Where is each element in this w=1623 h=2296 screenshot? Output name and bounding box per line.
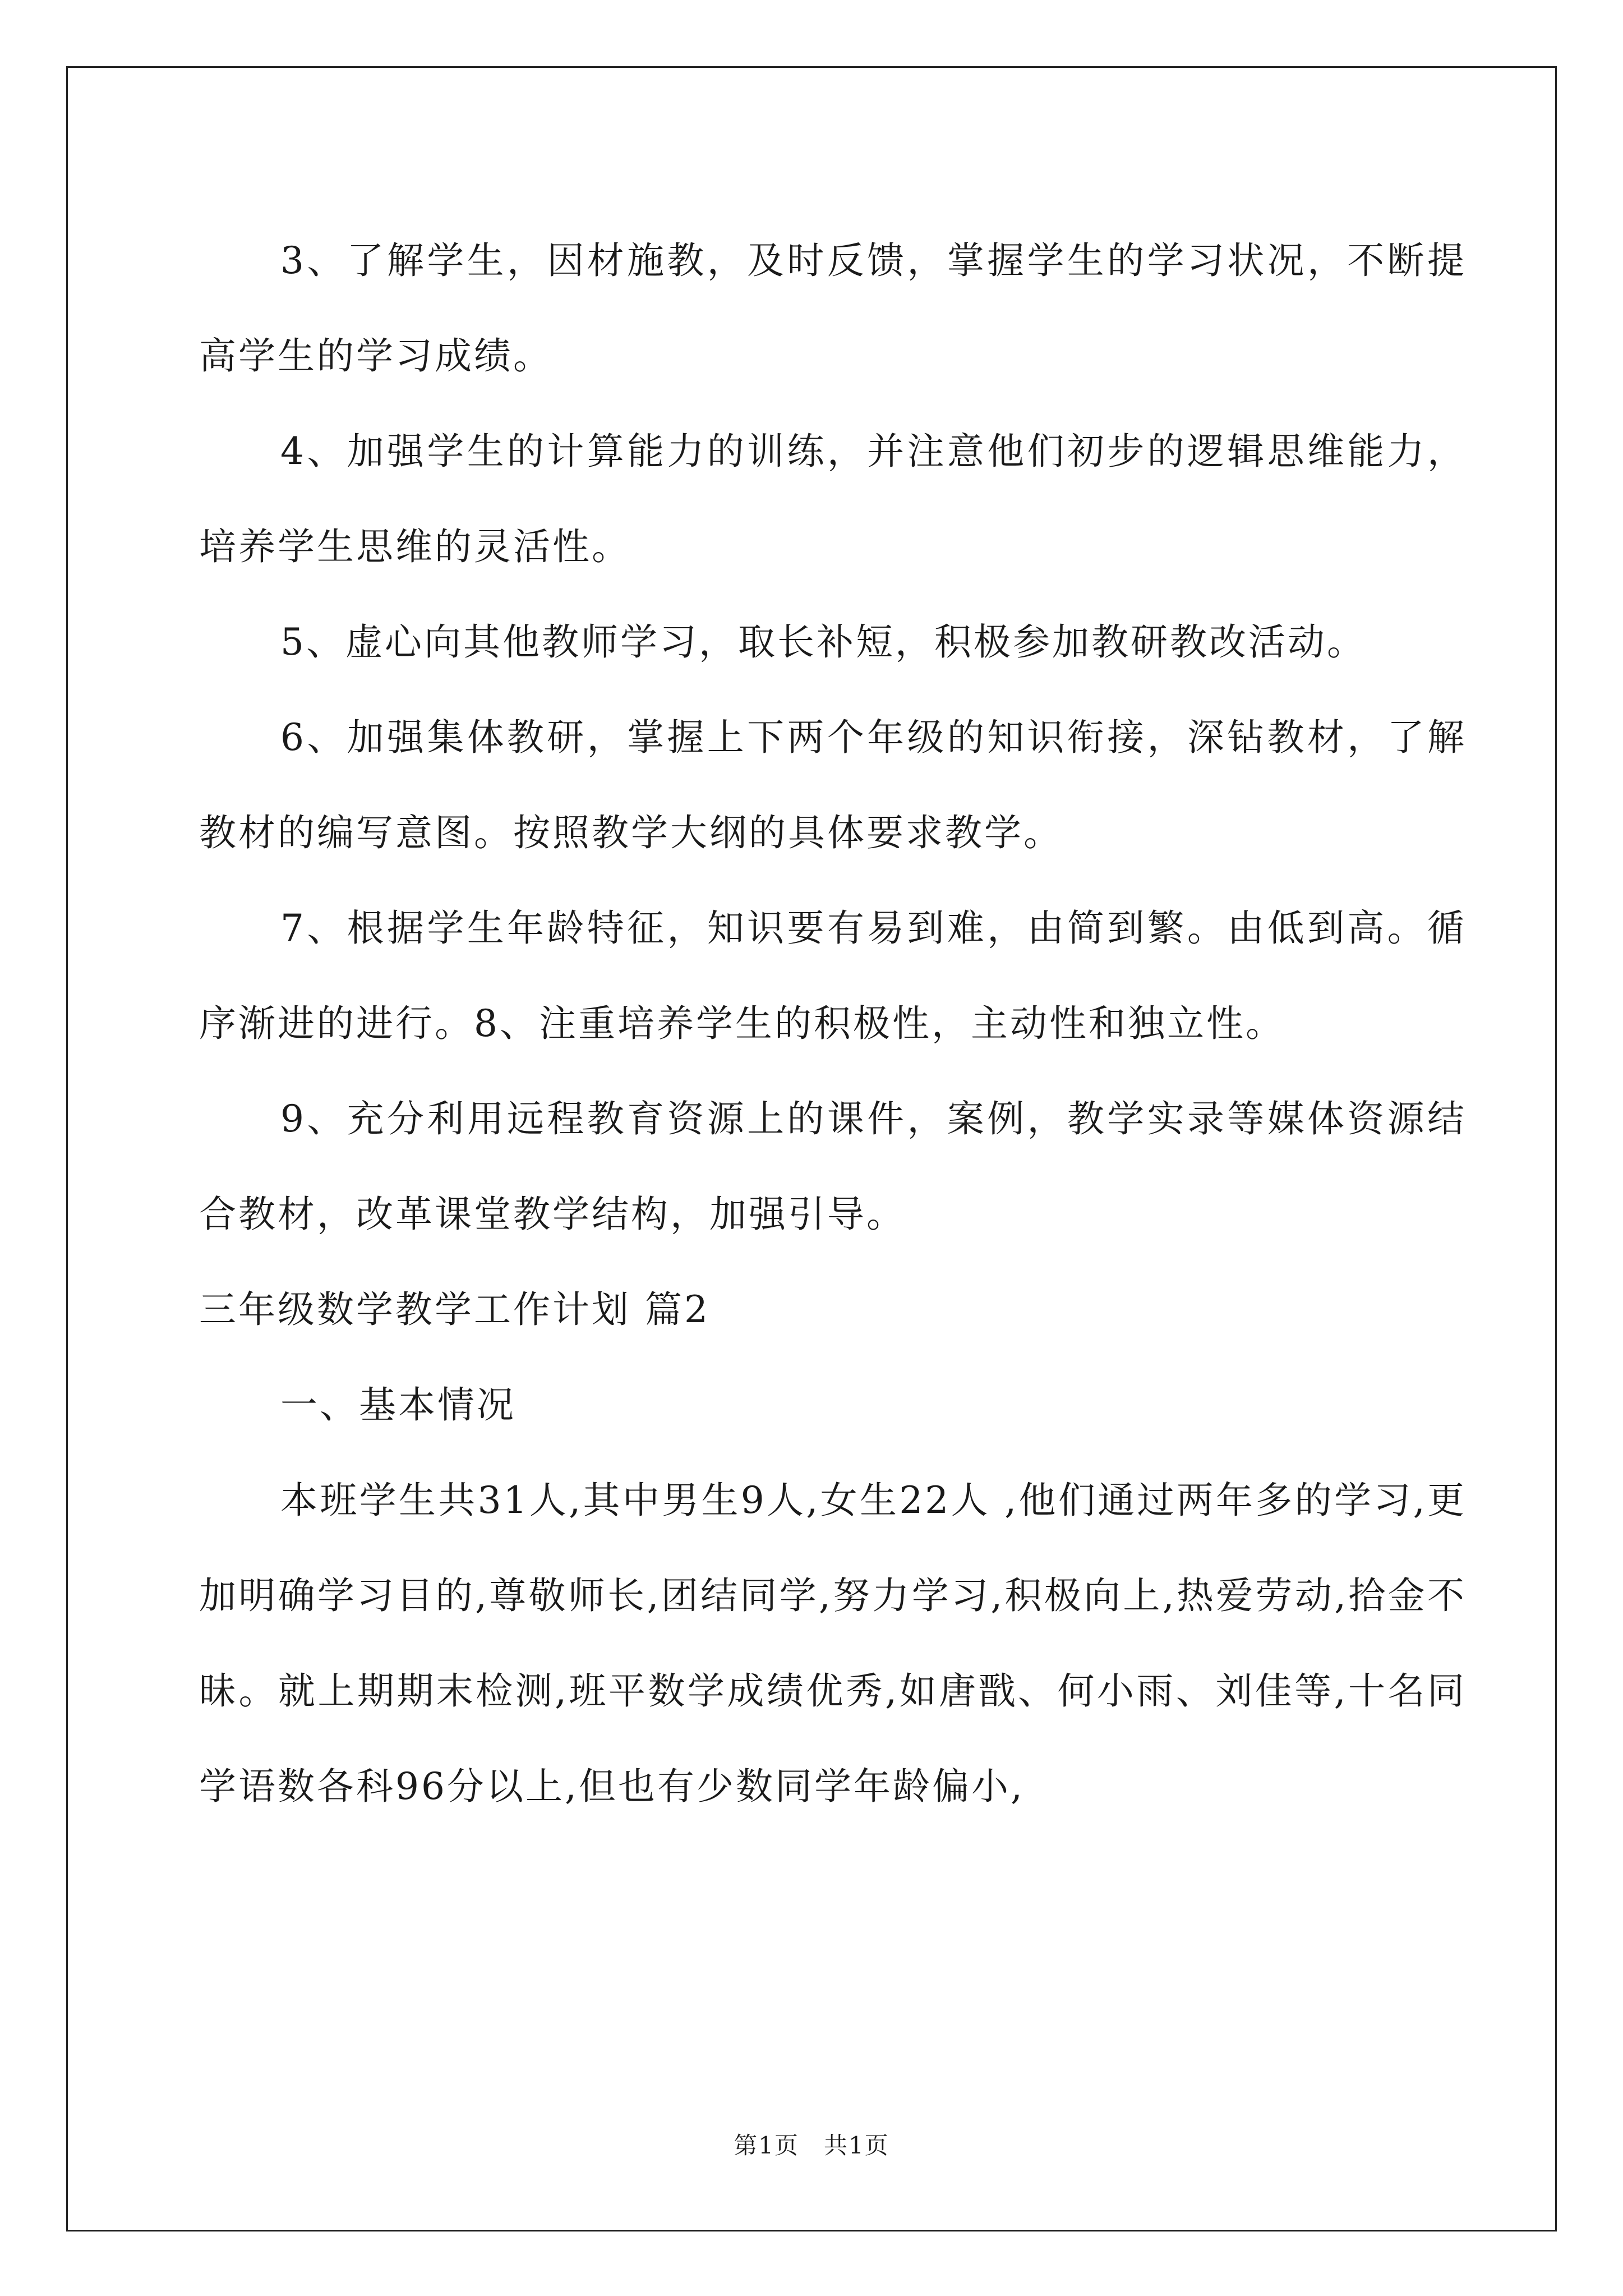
document-body xyxy=(199,213,1467,1834)
paragraph-item-7: 7、根据学生年龄特征，知识要有易到难，由简到繁。由低到高。循序渐进的进行。8、注重培养学生的积极性，主动性和独立性。 xyxy=(199,907,1467,1045)
subsection-heading: 一、基本情况 xyxy=(280,1383,516,1427)
paragraph-item-3: 3、了解学生，因材施教，及时反馈，掌握学生的学习状况，不断提高学生的学习成绩。 xyxy=(199,239,1467,378)
paragraph-item-9: 9、充分利用远程教育资源上的课件，案例，教学实录等媒体资源结合教材，改革课堂教学结构，加强引导。 xyxy=(199,1097,1467,1236)
paragraph-basic-situation: 本班学生共31人,其中男生9人,女生22人 ,他们通过两年多的学习,更加明确学习目的,尊敬师长,团结同学,努力学习,积极向上,热爱劳动,拾金不昧。就上期期末检测,班平数学成绩优秀,如唐戬、何小雨、刘佳等,十名同学语数各科96分以上,但也有少数同学年龄偏小, xyxy=(199,1479,1467,1808)
paragraph-item-4: 4、加强学生的计算能力的训练，并注意他们初步的逻辑思维能力，培养学生思维的灵活性。 xyxy=(199,430,1467,568)
paragraph-item-5: 5、虚心向其他教师学习，取长补短，积极参加教研教改活动。 xyxy=(280,620,1366,664)
page-footer: 第1页 共1页 xyxy=(734,2132,889,2159)
paragraph-item-6: 6、加强集体教研，掌握上下两个年级的知识衔接，深钻教材，了解教材的编写意图。按照教学大纲的具体要求教学。 xyxy=(199,716,1467,854)
section-heading: 三年级数学教学工作计划 篇2 xyxy=(199,1288,710,1331)
